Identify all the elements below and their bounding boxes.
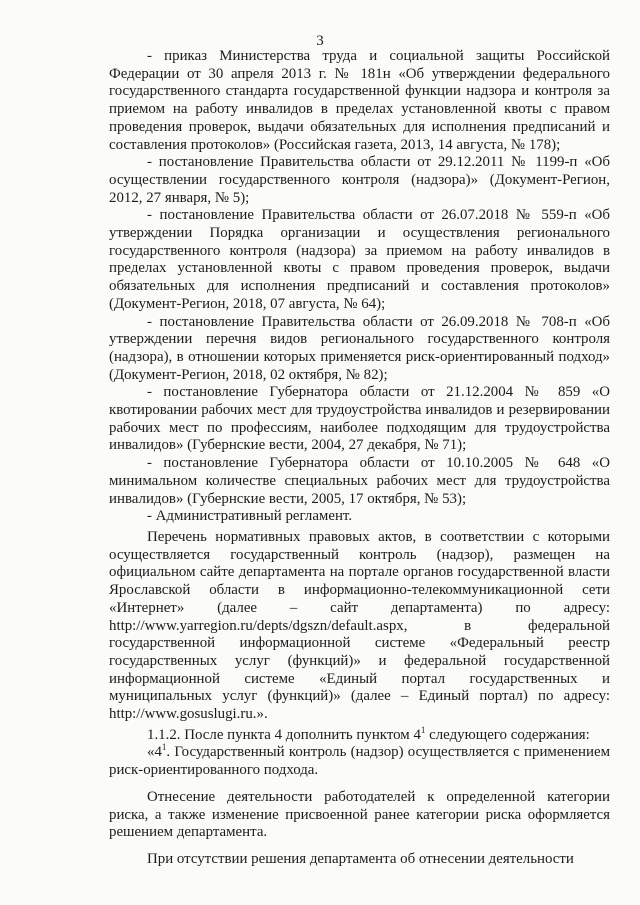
page-number: 3 (316, 33, 324, 49)
paragraph-order-181n: - приказ Министерства труда и социальной защиты Российской Федерации от 30 апреля 2013 г. № 181н «Об утверждении федерального государственного стандарта государственной функции надзора и контроля за приемом на работу инвалидов в пределах установленной квоты с правом проведения проверок, выдачи обязательных для исполнения предписаний и составления протоколов» (Российская газета, 2013, 14 августа, № 178); (109, 48, 610, 153)
paragraph-admin-regulation: - Административный регламент. (147, 508, 353, 525)
paragraph-resolution-708: - постановление Правительства области от 26.09.2018 № 708-п «Об утверждении перечня видов регионального государственного контроля (надзора), в отношении которых применяется риск-ориентированный подход» (Документ-Регион, 2018, 02 октября, № 82); (109, 313, 610, 383)
paragraph-resolution-559: - постановление Правительства области от 26.07.2018 № 559-п «Об утверждении Порядка организации и осуществления регионального государственного контроля (надзора) за приемом на работу инвалидов в пределах установленной квоты с правом проведения проверок, выдачи обязательных для исполнения предписаний и составления протоколов» (Документ-Регион, 2018, 07 августа, № 64); (109, 207, 610, 312)
paragraph-risk-category: Отнесение деятельности работодателей к определенной категории риска, а также изменение присвоенной ранее категории риска оформляется решением департамента. (109, 788, 610, 841)
paragraph-1-1-2 (109, 724, 610, 745)
superscript: 1 (161, 742, 167, 753)
paragraph-governor-859: - постановление Губернатора области от 21.12.2004 № 859 «О квотировании рабочих мест для трудоустройства инвалидов и резервировании рабочих мест по профессиям, наиболее подходящим для трудоустройства инвалидов» (Губернские вести, 2004, 27 декабря, № 71); (109, 384, 610, 454)
paragraph-no-decision: При отсутствии решения департамента об отнесении деятельности (147, 850, 574, 867)
superscript: 1 (420, 724, 426, 735)
document-body (109, 48, 610, 869)
paragraph-4-1-head: «4 (147, 744, 162, 761)
paragraph-resolution-1199: - постановление Правительства области от 29.12.2011 № 1199-п «Об осуществлении государственного контроля (надзора)» (Документ-Регион, 2012, 27 января, № 5); (109, 154, 610, 206)
paragraph-1-1-2-text: 1.1.2. После пункта 4 дополнить пунктом 4 (147, 726, 421, 743)
paragraph-4-1 (109, 744, 610, 779)
paragraph-list-of-acts: Перечень нормативных правовых актов, в соответствии с которыми осуществляется государственный контроль (надзор), размещен на официальном сайте департамента на портале органов государственной власти Ярославской области в информационно-телекоммуникационной сети «Интернет» (далее – сайт департамента) по адресу: http://www.yarregion.ru/depts/dgszn/default.aspx, в федеральной государственной информационной системе «Федеральный реестр государственных услуг (функций)» и федеральной государственной информационной системе «Единый портал государственных и муниципальных услуг (функций)» (далее – Единый портал) по адресу: http://www.gosuslugi.ru.». (109, 528, 610, 723)
paragraph-4-1-tail: . Государственный контроль (надзор) осуществляется с применением риск-ориентированного подхода. (109, 744, 610, 779)
paragraph-governor-648: - постановление Губернатора области от 10.10.2005 № 648 «О минимальном количестве специальных рабочих мест для трудоустройства инвалидов» (Губернские вести, 2005, 17 октября, № 53); (109, 455, 610, 507)
paragraph-1-1-2-tail: следующего содержания: (425, 726, 590, 743)
